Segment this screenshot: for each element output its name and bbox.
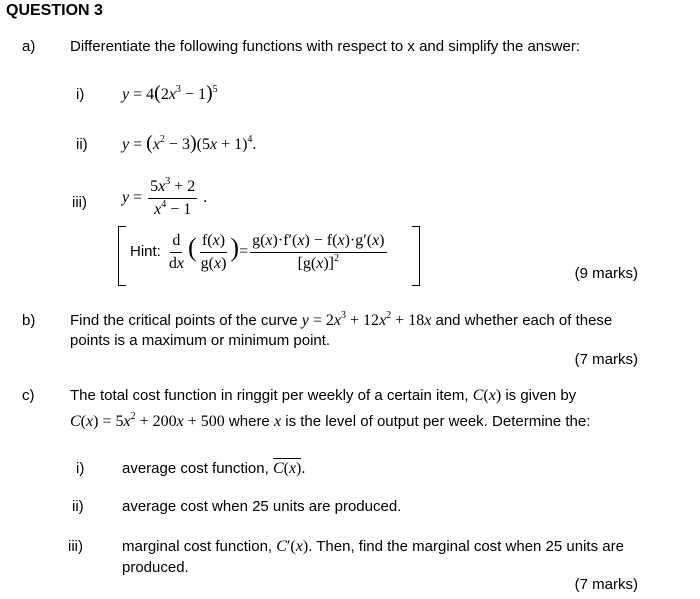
part-c-item-3-text-2: . Then, find the marginal cost when 25 units are [308, 538, 624, 555]
hint-label: Hint: [130, 242, 161, 260]
part-c-text-4: is the level of output per week. Determine the: [285, 413, 591, 430]
part-a-marks: (9 marks) [574, 265, 638, 282]
part-c-item-1-label: i) [76, 460, 85, 477]
part-c-marks: (7 marks) [574, 576, 638, 593]
part-b-text-1: Find the critical points of the curve [70, 312, 298, 329]
part-c-text-3: where [228, 413, 270, 430]
part-b-label: b) [22, 312, 36, 329]
part-c-item-1: average cost function, C(x). [122, 460, 306, 477]
equation-a-iii: y = $\frac{5x^3 + 2}{x^4 - 1}$ . [122, 176, 208, 218]
part-c-label: c) [22, 387, 35, 404]
part-c-item-3-text-3: produced. [122, 559, 189, 576]
part-c-text-2: is given by [505, 387, 577, 404]
part-a-item-3-label: iii) [72, 194, 87, 211]
part-a-label: a) [22, 38, 36, 55]
part-b-text-3: points is a maximum or minimum point. [70, 332, 331, 349]
part-c-text-1: The total cost function in ringgit per weekly of a certain item, [70, 387, 469, 404]
part-a-item-2-label: ii) [76, 136, 88, 153]
part-b-line-1: Find the critical points of the curve $y = 2x^3 + 12x^2 + 18x$ and whether each of these [70, 310, 613, 329]
part-c-line-1: The total cost function in ringgit per weekly of a certain item, C(x) is given by [70, 387, 577, 404]
part-c-line-2: $C(x) = 5x^2 + 200x + 500$ where x is the level of output per week. Determine the: [70, 411, 591, 430]
part-c-item-3-text-1: marginal cost function, [122, 538, 273, 555]
question-title: QUESTION 3 [6, 2, 103, 19]
part-c-item-3-label: iii) [68, 538, 83, 555]
part-a-item-1-label: i) [76, 86, 85, 103]
hint-formula: Hint: $\frac{d}{dx}$ ( $\frac{f(x)}{g(x)}$ )= $\frac{g(x)\cdot f'(x) - f(x)\cdot g'(x)}{[g(x)]^2}$ [130, 232, 385, 272]
equation-a-i: $y = 4(2x^3 - 1)^5$ [122, 82, 218, 104]
equation-a-ii: $y = (x^2 - 3)(5x + 1)^4$. [122, 132, 257, 154]
part-a-instruction: Differentiate the following functions with respect to x and simplify the answer: [70, 38, 580, 55]
part-c-item-3: marginal cost function, C′(x). Then, find the marginal cost when 25 units are [122, 538, 624, 555]
part-c-item-1-text: average cost function, [122, 460, 269, 477]
part-c-item-2-text: average cost when 25 units are produced. [122, 498, 402, 515]
part-b-marks: (7 marks) [574, 351, 638, 368]
part-b-text-2: and whether each of these [435, 312, 613, 329]
part-c-item-2-label: ii) [72, 498, 84, 515]
